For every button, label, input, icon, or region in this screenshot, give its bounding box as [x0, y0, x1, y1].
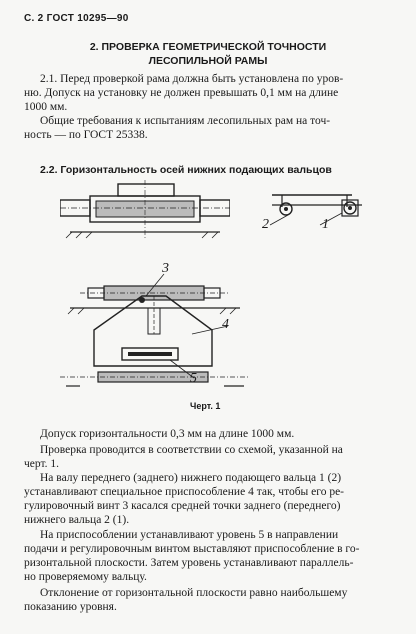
para-2-1-line3: 1000 мм. [24, 101, 68, 113]
section-title-line2: ЛЕСОПИЛЬНОЙ РАМЫ [148, 55, 268, 67]
figure-label-1: 1 [322, 217, 329, 232]
para-install-line2: устанавливают специальное приспособление 4 так, чтобы его ре- [24, 486, 345, 498]
page-header: С. 2 ГОСТ 10295—90 [24, 13, 129, 24]
para-check-line2: черт. 1. [24, 458, 60, 470]
para-deviation-line2: показанию уровня. [24, 601, 117, 613]
para-check-line1: Проверка проводится в соответствии со схемой, указанной на [40, 444, 343, 456]
para-deviation-line1: Отклонение от горизонтальной плоскости равно наибольшему [40, 587, 348, 599]
para-2-1-line1: 2.1. Перед проверкой рама должна быть установлена по уров- [40, 73, 344, 85]
para-level-line3: ризонтальной плоскости. Затем уровень устанавливают параллель- [24, 557, 354, 569]
para-2-1-line2: ню. Допуск на установку не должен превышать 0,1 мм на длине [24, 87, 339, 99]
figure-top-left-view [60, 180, 230, 240]
figure-label-4: 4 [222, 317, 229, 332]
para-general-line1: Общие требования к испытаниям лесопильных рам на точ- [40, 115, 331, 127]
figure-side-view [262, 185, 372, 235]
para-general-line2: ность — по ГОСТ 25338. [24, 129, 148, 141]
figure-caption: Черт. 1 [190, 401, 221, 411]
figure-label-5: 5 [190, 371, 197, 386]
section-title-line1: 2. ПРОВЕРКА ГЕОМЕТРИЧЕСКОЙ ТОЧНОСТИ [89, 41, 327, 53]
figure-label-3: 3 [162, 261, 169, 276]
para-level-line1: На приспособлении устанавливают уровень 5 в направлении [40, 529, 339, 541]
subsection-2-2-title: 2.2. Горизонтальность осей нижних подающих вальцов [40, 164, 332, 176]
para-install-line3: гулировочный винт 3 касался средней точки заднего (переднего) [24, 500, 341, 512]
figure-label-2: 2 [262, 217, 269, 232]
tolerance-text: Допуск горизонтальности 0,3 мм на длине 1000 мм. [40, 428, 295, 440]
para-install-line4: нижнего вальца 2 (1). [24, 514, 130, 526]
para-level-line2: подачи и регулировочным винтом выставляют приспособление в го- [24, 543, 360, 555]
para-install-line1: На валу переднего (заднего) нижнего подающего вальца 1 (2) [40, 472, 342, 484]
para-level-line4: но проверяемому вальцу. [24, 571, 147, 583]
